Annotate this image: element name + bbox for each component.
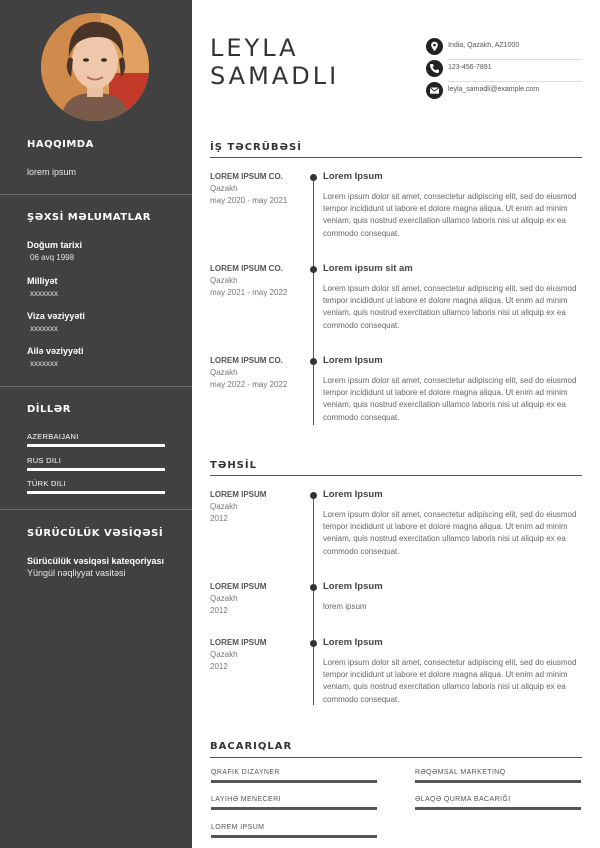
entry-title: Lorem Ipsum [323, 489, 383, 500]
entry-location: Qazakh [210, 502, 238, 511]
timeline-dot [310, 640, 317, 647]
personal-label: Milliyət [27, 276, 58, 286]
entry-date: may 2022 - may 2022 [210, 380, 288, 389]
license-value: Yüngül nəqliyyat vasitəsi [27, 568, 126, 578]
contact-location-text: India, Qazakh, AZ1000 [448, 42, 520, 49]
personal-value: xxxxxxx [30, 324, 58, 333]
personal-title: ŞƏXSİ MƏLUMATLAR [27, 212, 151, 223]
entry-location: Qazakh [210, 276, 238, 285]
language-level-bar [27, 491, 165, 494]
timeline-dot [310, 358, 317, 365]
language-item [27, 479, 165, 494]
skill-level-bar [211, 835, 377, 838]
entry-location: Qazakh [210, 368, 238, 377]
entry-location: Qazakh [210, 184, 238, 193]
skills-divider [210, 757, 582, 758]
sidebar-divider [0, 509, 192, 510]
skill-level-bar [415, 780, 581, 783]
experience-divider [210, 157, 582, 158]
contact-email [426, 79, 582, 101]
skill-level-bar [415, 807, 581, 810]
skill-name: LOREM IPSUM [211, 824, 265, 831]
entry-title: Lorem Ipsum [323, 581, 383, 592]
name-first: LEYLA [210, 34, 299, 62]
skill-level-bar [211, 780, 377, 783]
profile-photo [41, 13, 149, 121]
entry-org: LOREM IPSUM [210, 490, 267, 499]
email-icon [426, 82, 443, 99]
entry-description: Lorem ipsum dolor sit amet, consectetur adipiscing elit, sed do eiusmod tempor incididunt ut labore et dolore magna aliqua. Ut enim ad minim veniam, quis nostrud exercitation ullamco laboris nisi ut aliquip ex ea commodo consequat. [323, 510, 577, 556]
skill-name: LAYIHƏ MENECERI [211, 796, 281, 803]
personal-value: 06 avq 1998 [30, 253, 75, 262]
skill-name: ƏLAQƏ QURMA BACARIĞI [415, 796, 511, 803]
entry-location: Qazakh [210, 650, 238, 659]
skill-item [211, 824, 377, 838]
skill-name: QRAFIK DIZAYNER [211, 769, 280, 776]
entry-description: Lorem ipsum dolor sit amet, consectetur adipiscing elit, sed do eiusmod tempor incididunt ut labore et dolore magna aliqua. Ut enim ad minim veniam, quis nostrud exercitation ullamco laboris nisi ut aliquip ex ea commodo consequat. [323, 192, 577, 238]
entry-org: LOREM IPSUM CO. [210, 172, 283, 181]
personal-value: xxxxxxx [30, 359, 58, 368]
entry-location: Qazakh [210, 594, 238, 603]
education-title: TƏHSİL [210, 460, 257, 471]
entry-date: 2012 [210, 606, 228, 615]
skill-item [211, 769, 377, 783]
about-text: lorem ipsum [27, 167, 77, 177]
contact-location [426, 35, 582, 57]
sidebar [0, 0, 192, 848]
contact-phone-text: 123-456-7891 [448, 64, 492, 71]
timeline-dot [310, 492, 317, 499]
location-pin-icon [426, 38, 443, 55]
license-label: Sürücülük vəsiqəsi kateqoriyası [27, 556, 165, 566]
language-name: AZERBAIJANI [27, 432, 79, 441]
language-item [27, 432, 165, 447]
entry-org: LOREM IPSUM [210, 638, 267, 647]
skill-item [415, 769, 581, 783]
entry-description: lorem ipsum [323, 602, 367, 611]
skill-item [415, 796, 581, 810]
contact-email-text: leyla_samadli@example.com [448, 86, 540, 93]
entry-title: Lorem Ipsum [323, 171, 383, 182]
sidebar-divider [0, 194, 192, 195]
entry-date: 2012 [210, 514, 228, 523]
name-last: SAMADLI [210, 62, 340, 90]
skill-level-bar [211, 807, 377, 810]
entry-org: LOREM IPSUM CO. [210, 264, 283, 273]
entry-org: LOREM IPSUM [210, 582, 267, 591]
entry-date: may 2020 - may 2021 [210, 196, 288, 205]
timeline-dot [310, 266, 317, 273]
personal-value: xxxxxxx [30, 289, 58, 298]
sidebar-divider [0, 386, 192, 387]
phone-icon [426, 60, 443, 77]
entry-title: Lorem Ipsum [323, 355, 383, 366]
entry-date: 2012 [210, 662, 228, 671]
language-level-bar [27, 468, 165, 471]
education-timeline [313, 494, 314, 705]
language-level-bar [27, 444, 165, 447]
personal-label: Viza vəziyyəti [27, 311, 85, 321]
timeline-dot [310, 584, 317, 591]
entry-title: Lorem ipsum sit am [323, 263, 413, 274]
timeline-dot [310, 174, 317, 181]
contact-phone [426, 57, 582, 79]
personal-label: Doğum tarixi [27, 240, 83, 250]
language-name: TÜRK DILI [27, 479, 66, 488]
experience-title: İŞ TƏCRÜBƏSİ [210, 142, 302, 153]
skill-name: RƏQƏMSAL MARKETINQ [415, 769, 506, 776]
entry-description: Lorem ipsum dolor sit amet, consectetur adipiscing elit, sed do eiusmod tempor incididunt ut labore et dolore magna aliqua. Ut enim ad minim veniam, quis nostrud exercitation ullamco laboris nisi ut aliquip ex ea commodo consequat. [323, 658, 577, 704]
person-name [210, 34, 339, 90]
skills-title: BACARIQLAR [210, 741, 293, 752]
language-item [27, 456, 165, 471]
skill-item [211, 796, 377, 810]
languages-title: DİLLƏR [27, 404, 71, 415]
entry-description: Lorem ipsum dolor sit amet, consectetur adipiscing elit, sed do eiusmod tempor incididunt ut labore et dolore magna aliqua. Ut enim ad minim veniam, quis nostrud exercitation ullamco laboris nisi ut aliquip ex ea commodo consequat. [323, 376, 577, 422]
education-divider [210, 475, 582, 476]
license-title: SÜRÜCÜLÜK VƏSİQƏSİ [27, 528, 164, 539]
language-name: RUS DILI [27, 456, 62, 465]
about-title: HAQQIMDA [27, 139, 94, 150]
entry-date: may 2021 - may 2022 [210, 288, 288, 297]
entry-title: Lorem Ipsum [323, 637, 383, 648]
experience-timeline [313, 177, 314, 425]
entry-description: Lorem ipsum dolor sit amet, consectetur adipiscing elit, sed do eiusmod tempor incididunt ut labore et dolore magna aliqua. Ut enim ad minim veniam, quis nostrud exercitation ullamco laboris nisi ut aliquip ex ea commodo consequat. [323, 284, 577, 330]
personal-label: Ailə vəziyyəti [27, 346, 84, 356]
entry-org: LOREM IPSUM CO. [210, 356, 283, 365]
